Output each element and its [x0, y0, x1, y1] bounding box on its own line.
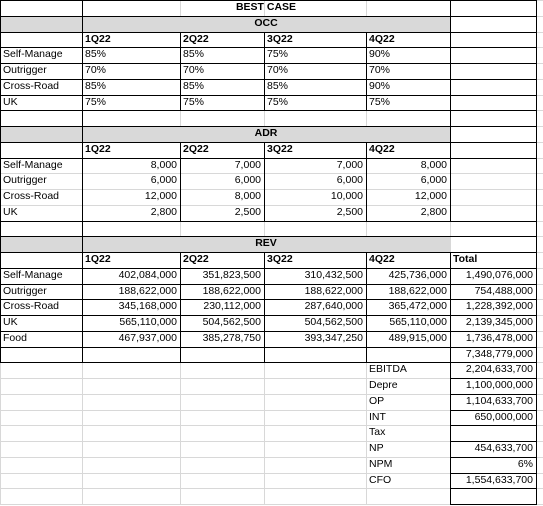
- occ-row-label[interactable]: Outrigger: [3, 64, 47, 76]
- cell-border: [0, 252, 537, 253]
- adr-cell[interactable]: 7,000: [336, 158, 363, 171]
- cell-border: [450, 457, 537, 458]
- cell-border: [450, 441, 537, 442]
- summary-label[interactable]: INT: [369, 410, 386, 423]
- cell-border: [366, 252, 367, 363]
- cell-border: [180, 142, 181, 222]
- rev-cell[interactable]: 351,823,500: [202, 268, 261, 281]
- cell-border: [0, 158, 537, 159]
- adr-cell[interactable]: 7,000: [234, 158, 261, 171]
- adr-cell[interactable]: 2,800: [150, 205, 177, 218]
- adr-row-label[interactable]: Cross-Road: [3, 190, 60, 202]
- cell-border: [450, 473, 537, 474]
- adr-col-header[interactable]: 1Q22: [85, 142, 111, 155]
- rev-cell[interactable]: 188,622,000: [118, 284, 177, 297]
- rev-cell[interactable]: 393,347,250: [304, 331, 363, 344]
- grand-total[interactable]: 7,348,779,000: [465, 347, 533, 360]
- occ-cell[interactable]: 85%: [85, 48, 107, 61]
- sheet-title[interactable]: BEST CASE: [235, 1, 297, 13]
- occ-col-header[interactable]: 3Q22: [267, 32, 293, 45]
- cell-border: [180, 32, 181, 112]
- rev-row-label[interactable]: Food: [3, 331, 27, 344]
- cell-border: [264, 252, 265, 363]
- adr-cell[interactable]: 8,000: [234, 190, 261, 202]
- cell-border: [366, 142, 367, 222]
- cell-border: [82, 221, 83, 364]
- cell-border: [0, 221, 1, 364]
- occ-cell[interactable]: 75%: [183, 95, 205, 108]
- cell-border: [0, 126, 537, 127]
- adr-cell[interactable]: 2,800: [420, 205, 447, 218]
- occ-cell[interactable]: 75%: [267, 95, 289, 108]
- summary-label[interactable]: Depre: [369, 379, 398, 391]
- rev-cell[interactable]: 365,472,000: [388, 300, 447, 313]
- adr-cell[interactable]: 2,500: [336, 205, 363, 218]
- cell-border: [264, 32, 265, 112]
- rev-cell[interactable]: 402,084,000: [118, 268, 177, 281]
- rev-cell[interactable]: 467,937,000: [118, 331, 177, 344]
- rev-cell[interactable]: 188,622,000: [304, 284, 363, 297]
- cell-border: [450, 378, 537, 379]
- cell-border: [536, 221, 537, 506]
- occ-row-label[interactable]: Self-Manage: [3, 48, 63, 61]
- rev-col-header[interactable]: 1Q22: [85, 253, 111, 265]
- rev-cell[interactable]: 310,432,500: [304, 268, 363, 281]
- cell-border: [0, 16, 537, 17]
- summary-value[interactable]: 1,104,633,700: [465, 394, 533, 407]
- adr-cell[interactable]: 6,000: [336, 174, 363, 187]
- cell-border: [0, 331, 537, 332]
- cell-border: [0, 299, 537, 300]
- cell-border: [450, 394, 537, 395]
- occ-cell[interactable]: 85%: [267, 79, 289, 92]
- adr-col-header[interactable]: 3Q22: [267, 142, 293, 155]
- occ-cell[interactable]: 70%: [267, 64, 289, 76]
- occ-cell[interactable]: 85%: [183, 48, 205, 61]
- cell-border: [536, 0, 537, 111]
- occ-row-label[interactable]: UK: [3, 95, 18, 108]
- summary-value[interactable]: [450, 425, 536, 441]
- rev-cell[interactable]: 489,915,000: [388, 331, 447, 344]
- rev-col-header[interactable]: 2Q22: [183, 253, 209, 265]
- rev-col-header[interactable]: 4Q22: [369, 253, 395, 265]
- summary-value[interactable]: 454,633,700: [474, 442, 533, 454]
- cell-border: [0, 79, 537, 80]
- rev-cell[interactable]: 2,139,345,000: [465, 316, 533, 328]
- adr-row-label[interactable]: Outrigger: [3, 174, 47, 187]
- occ-cell[interactable]: 75%: [267, 48, 289, 61]
- cell-border: [0, 47, 537, 48]
- adr-cell[interactable]: 6,000: [150, 174, 177, 187]
- rev-cell[interactable]: 754,488,000: [474, 284, 533, 297]
- adr-cell[interactable]: 12,000: [144, 190, 177, 202]
- summary-value[interactable]: 1,100,000,000: [465, 379, 533, 391]
- adr-row-label[interactable]: Self-Manage: [3, 158, 63, 171]
- summary-label[interactable]: OP: [369, 394, 385, 407]
- cell-border: [0, 0, 537, 1]
- rev-col-header[interactable]: 3Q22: [267, 253, 293, 265]
- cell-border: [450, 488, 537, 489]
- cell-border: [0, 32, 537, 33]
- rev-cell[interactable]: 565,110,000: [119, 316, 177, 328]
- occ-row-label[interactable]: Cross-Road: [3, 79, 60, 92]
- rev-cell[interactable]: 425,736,000: [388, 268, 447, 281]
- occ-cell[interactable]: 75%: [369, 95, 391, 108]
- cell-border: [0, 110, 1, 221]
- rev-cell[interactable]: 1,736,478,000: [465, 331, 533, 344]
- adr-header[interactable]: ADR: [254, 127, 278, 139]
- cell-border: [0, 95, 537, 96]
- cell-border: [536, 110, 537, 221]
- cell-border: [0, 347, 537, 348]
- rev-row-label[interactable]: UK: [3, 316, 18, 328]
- occ-cell[interactable]: 70%: [85, 64, 107, 76]
- rev-row-label[interactable]: Self-Manage: [3, 268, 63, 281]
- adr-cell[interactable]: 2,500: [234, 205, 261, 218]
- rev-col-header[interactable]: Total: [453, 253, 478, 265]
- summary-label[interactable]: NP: [369, 442, 384, 454]
- rev-row-label[interactable]: Outrigger: [3, 284, 47, 297]
- occ-header[interactable]: OCC: [254, 16, 278, 29]
- cell-border: [180, 252, 181, 363]
- cell-border: [0, 315, 537, 316]
- rev-cell[interactable]: 504,562,500: [304, 316, 363, 328]
- cell-border: [450, 425, 537, 426]
- cell-border: [450, 504, 537, 505]
- cell-border: [0, 362, 537, 363]
- occ-cell[interactable]: 85%: [85, 79, 107, 92]
- cell-border: [82, 110, 83, 221]
- occ-cell[interactable]: 70%: [183, 64, 205, 76]
- rev-cell[interactable]: 385,278,750: [202, 331, 261, 344]
- rev-row-label[interactable]: Cross-Road: [3, 300, 60, 313]
- cell-border: [82, 0, 83, 111]
- rev-cell[interactable]: 230,112,000: [203, 300, 261, 313]
- summary-value[interactable]: 650,000,000: [474, 410, 533, 423]
- rev-cell[interactable]: 565,110,000: [389, 316, 447, 328]
- occ-cell[interactable]: 75%: [85, 95, 107, 108]
- summary-label[interactable]: CFO: [369, 473, 392, 486]
- occ-col-header[interactable]: 2Q22: [183, 32, 209, 45]
- adr-cell[interactable]: 8,000: [420, 158, 447, 171]
- cell-border: [366, 32, 367, 112]
- adr-cell[interactable]: 6,000: [420, 174, 447, 187]
- rev-cell[interactable]: 1,228,392,000: [465, 300, 533, 313]
- rev-cell[interactable]: 345,168,000: [118, 300, 177, 313]
- adr-col-header[interactable]: 2Q22: [183, 142, 209, 155]
- cell-border: [450, 0, 451, 111]
- cell-border: [0, 142, 537, 143]
- summary-label[interactable]: NPM: [369, 457, 393, 470]
- summary-value[interactable]: 1,554,633,700: [465, 473, 533, 486]
- adr-cell[interactable]: 10,000: [330, 190, 363, 202]
- cell-border: [0, 0, 1, 111]
- cell-border: [0, 110, 537, 111]
- rev-header[interactable]: REV: [255, 237, 277, 250]
- cell-border: [0, 236, 537, 237]
- adr-col-header[interactable]: 4Q22: [369, 142, 395, 155]
- cell-border: [0, 221, 537, 222]
- summary-label[interactable]: EBITDA: [369, 363, 407, 376]
- rev-cell[interactable]: 504,562,500: [202, 316, 261, 328]
- summary-value[interactable]: 6%: [517, 457, 533, 470]
- occ-col-header[interactable]: 1Q22: [85, 32, 111, 45]
- occ-cell[interactable]: 90%: [369, 79, 391, 92]
- occ-cell[interactable]: 90%: [369, 48, 391, 61]
- rev-cell[interactable]: 1,490,076,000: [465, 268, 533, 281]
- occ-col-header[interactable]: 4Q22: [369, 32, 395, 45]
- cell-border: [0, 268, 537, 269]
- summary-label[interactable]: Tax: [369, 426, 386, 439]
- rev-cell[interactable]: 188,622,000: [388, 284, 447, 297]
- rev-cell[interactable]: 287,640,000: [304, 300, 363, 313]
- cell-border: [0, 284, 537, 285]
- cell-border: [450, 110, 451, 221]
- cell-border: [450, 410, 537, 411]
- adr-cell[interactable]: 12,000: [414, 190, 447, 202]
- occ-cell[interactable]: 70%: [369, 64, 391, 76]
- cell-border: [0, 63, 537, 64]
- adr-cell[interactable]: 8,000: [150, 158, 177, 171]
- summary-value[interactable]: 2,204,633,700: [465, 363, 533, 376]
- occ-cell[interactable]: 85%: [183, 79, 205, 92]
- rev-cell[interactable]: 188,622,000: [202, 284, 261, 297]
- adr-row-label[interactable]: UK: [3, 205, 18, 218]
- adr-cell[interactable]: 6,000: [234, 174, 261, 187]
- cell-border: [264, 142, 265, 222]
